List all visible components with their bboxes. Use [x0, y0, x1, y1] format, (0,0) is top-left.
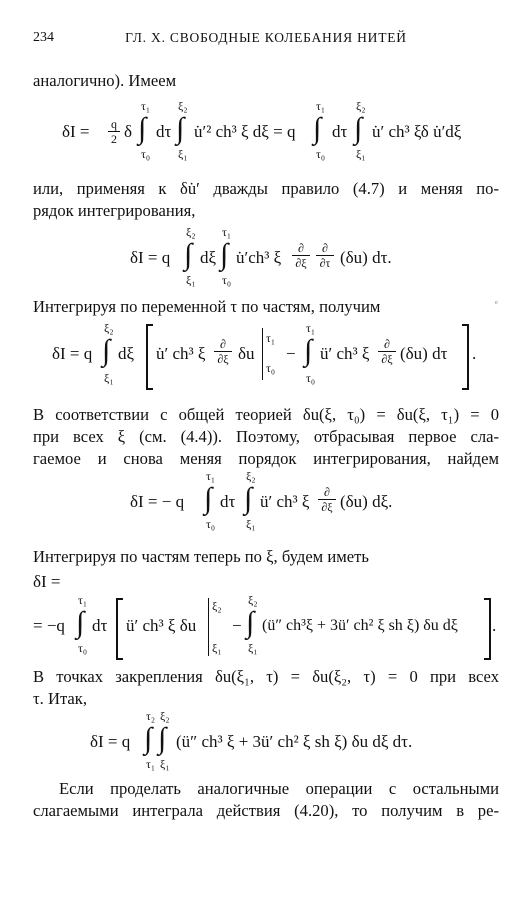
eq5-lhs: = −q: [33, 616, 65, 635]
eq6-limit-top: ξ₂: [160, 709, 170, 723]
eq3-limit-bottom: τ₀: [306, 371, 316, 385]
page-header: [33, 30, 499, 50]
paragraph-line: слагаемыми интеграла действия (4.20), то получим в ре-: [33, 801, 499, 820]
eq5-limit-top: ξ₂: [248, 593, 258, 607]
integral-sign: ∫: [220, 238, 229, 271]
eq2-limit-bottom: τ₀: [222, 273, 232, 287]
eq5-first-line: δI =: [33, 572, 61, 591]
eq5-term: (ü″ ch³ξ + 3ü′ ch² ξ sh ξ) δu dξ: [262, 617, 458, 634]
evaluation-bar: [262, 328, 263, 380]
eq3-term: ü′ ch³ ξ: [320, 344, 370, 363]
eq1-fraction: [108, 118, 120, 145]
margin-mark: ᵉ: [495, 298, 498, 310]
paragraph-line: гаемое и снова меняя порядок интегрирования, найдем: [33, 449, 499, 468]
partial-num: ∂: [322, 241, 328, 255]
eq6-limit-bottom: τ₁: [146, 757, 156, 771]
eq1-lhs: δI =: [62, 122, 90, 141]
paragraph-line: при всех ξ (см. (4.4)). Поэтому, отбрасывая первое сла-: [33, 427, 499, 446]
page-number: 234: [33, 30, 54, 45]
eq1-term: dτ: [156, 122, 172, 141]
eq4-term: dτ: [220, 492, 236, 511]
integral-sign: ∫: [158, 722, 167, 755]
integral-sign: ∫: [76, 606, 85, 639]
evaluation-bar: [208, 598, 209, 656]
integral-sign: ∫: [304, 334, 313, 367]
eq4-partial: [318, 486, 336, 513]
paragraph-line: В точках закрепления δu(ξ₁, τ) = δu(ξ₂, τ) = 0 при всех: [33, 667, 499, 686]
partial-den: ∂ξ: [295, 256, 307, 270]
equation-2: [0, 225, 532, 288]
eq1-delta: δ: [124, 122, 133, 141]
paragraph-line: Интегрируя по переменной τ по частям, получим: [33, 297, 381, 316]
equation-1: [0, 100, 532, 160]
eq1-limit-top: τ₁: [316, 99, 326, 113]
eq5-term: dτ: [92, 616, 108, 635]
integral-sign: ∫: [246, 606, 255, 639]
eq1-limit-top: τ₁: [141, 99, 151, 113]
eq1-term: dτ: [332, 122, 348, 141]
eq1-limit-top: ξ₂: [356, 99, 366, 113]
eq5-eval-top: ξ₂: [212, 599, 222, 613]
eq2-partial-tau: [316, 242, 334, 269]
eq5-end: .: [492, 616, 497, 635]
eq3-limit-bottom: ξ₁: [104, 371, 114, 385]
integral-sign: ∫: [102, 334, 111, 367]
eq4-limit-top: ξ₂: [246, 469, 256, 483]
partial-num: ∂: [298, 241, 304, 255]
equation-5: [0, 594, 532, 664]
eq6-lhs: δI = q: [90, 732, 131, 751]
eq3-term: u̇′ ch³ ξ: [156, 344, 206, 363]
eq5-eval-bottom: ξ₁: [212, 641, 222, 655]
eq4-term: (δu) dξ.: [340, 492, 393, 511]
eq2-limit-top: τ₁: [222, 225, 232, 239]
eq5-limit-bottom: τ₀: [78, 641, 88, 655]
paragraph-line: τ. Итак,: [33, 689, 87, 708]
eq4-limit-bottom: ξ₁: [246, 517, 256, 531]
eq2-term: (δu) dτ.: [340, 248, 392, 267]
eq3-partial: [214, 338, 232, 365]
right-bracket: [484, 598, 491, 660]
eq4-term: ü′ ch³ ξ: [260, 492, 310, 511]
equation-3: [0, 322, 532, 394]
eq5-limit-bottom: ξ₁: [248, 641, 258, 655]
integral-sign: ∫: [204, 482, 213, 515]
eq3-limit-top: ξ₂: [104, 321, 114, 335]
eq2-partial-xi: [292, 242, 310, 269]
eq3-term: (δu) dτ: [400, 344, 448, 363]
paragraph-line: аналогично). Имеем: [33, 71, 177, 90]
eq1-term: u̇′² ch³ ξ dξ = q: [194, 122, 296, 141]
partial-den: ∂ξ: [321, 500, 333, 514]
partial-num: ∂: [384, 337, 390, 351]
partial-den: ∂ξ: [217, 352, 229, 366]
running-title: ГЛ. X. СВОБОДНЫЕ КОЛЕБАНИЯ НИТЕЙ: [125, 30, 407, 45]
integral-sign: ∫: [354, 112, 363, 145]
eq3-minus: −: [286, 344, 296, 363]
partial-den: ∂ξ: [381, 352, 393, 366]
eq4-lhs: δI = − q: [130, 492, 185, 511]
eq2-term: dξ: [200, 248, 217, 267]
eq5-term: ü′ ch³ ξ δu: [126, 616, 197, 635]
paragraph-line: В соответствии с общей теорией δu(ξ, τ₀) = δu(ξ, τ₁) = 0: [33, 405, 499, 424]
left-bracket: [146, 324, 153, 390]
right-bracket: [462, 324, 469, 390]
eq1-limit-bottom: ξ₁: [356, 147, 366, 161]
eq2-term: u̇′ch³ ξ: [236, 248, 282, 267]
equation-4: [0, 469, 532, 532]
eq1-limit-top: ξ₂: [178, 99, 188, 113]
eq2-limit-bottom: ξ₁: [186, 273, 196, 287]
eq4-limit-top: τ₁: [206, 469, 216, 483]
eq6-limit-top: τ₂: [146, 709, 156, 723]
eq3-term: dξ: [118, 344, 135, 363]
eq5-limit-top: τ₁: [78, 593, 88, 607]
eq1-frac-num: q: [111, 117, 117, 131]
integral-sign: ∫: [244, 482, 253, 515]
integral-sign: ∫: [313, 112, 322, 145]
eq3-end: .: [472, 344, 477, 363]
integral-sign: ∫: [184, 238, 193, 271]
eq3-eval-bottom: τ₀: [266, 361, 276, 375]
integral-sign: ∫: [176, 112, 185, 145]
equation-6: [0, 709, 532, 772]
eq6-term: (ü″ ch³ ξ + 3ü′ ch² ξ sh ξ) δu dξ dτ.: [176, 732, 413, 751]
partial-num: ∂: [220, 337, 226, 351]
eq4-limit-bottom: τ₀: [206, 517, 216, 531]
eq6-limit-bottom: ξ₁: [160, 757, 170, 771]
eq1-term: u̇′ ch³ ξδ u̇′dξ: [372, 122, 462, 141]
paragraph-line: Если проделать аналогичные операции с остальными: [59, 779, 499, 798]
eq1-limit-bottom: τ₀: [316, 147, 326, 161]
eq3-lhs: δI = q: [52, 344, 93, 363]
eq2-limit-top: ξ₂: [186, 225, 196, 239]
eq1-limit-bottom: τ₀: [141, 147, 151, 161]
eq5-minus: −: [232, 616, 242, 635]
left-bracket: [116, 598, 123, 660]
paragraph-line: или, применяя к δu̇′ дважды правило (4.7) и меняя по-: [33, 179, 499, 198]
eq3-partial: [378, 338, 396, 365]
eq1-frac-den: 2: [111, 132, 117, 146]
paragraph-line: Интегрируя по частям теперь по ξ, будем иметь: [33, 547, 369, 566]
integral-sign: ∫: [138, 112, 147, 145]
partial-den: ∂τ: [319, 256, 331, 270]
integral-sign: ∫: [144, 722, 153, 755]
eq1-limit-bottom: ξ₁: [178, 147, 188, 161]
eq3-limit-top: τ₁: [306, 321, 316, 335]
paragraph-line: рядок интегрирования,: [33, 201, 196, 220]
eq2-lhs: δI = q: [130, 248, 171, 267]
eq3-eval-top: τ₁: [266, 331, 276, 345]
partial-num: ∂: [324, 485, 330, 499]
eq3-term: δu: [238, 344, 255, 363]
